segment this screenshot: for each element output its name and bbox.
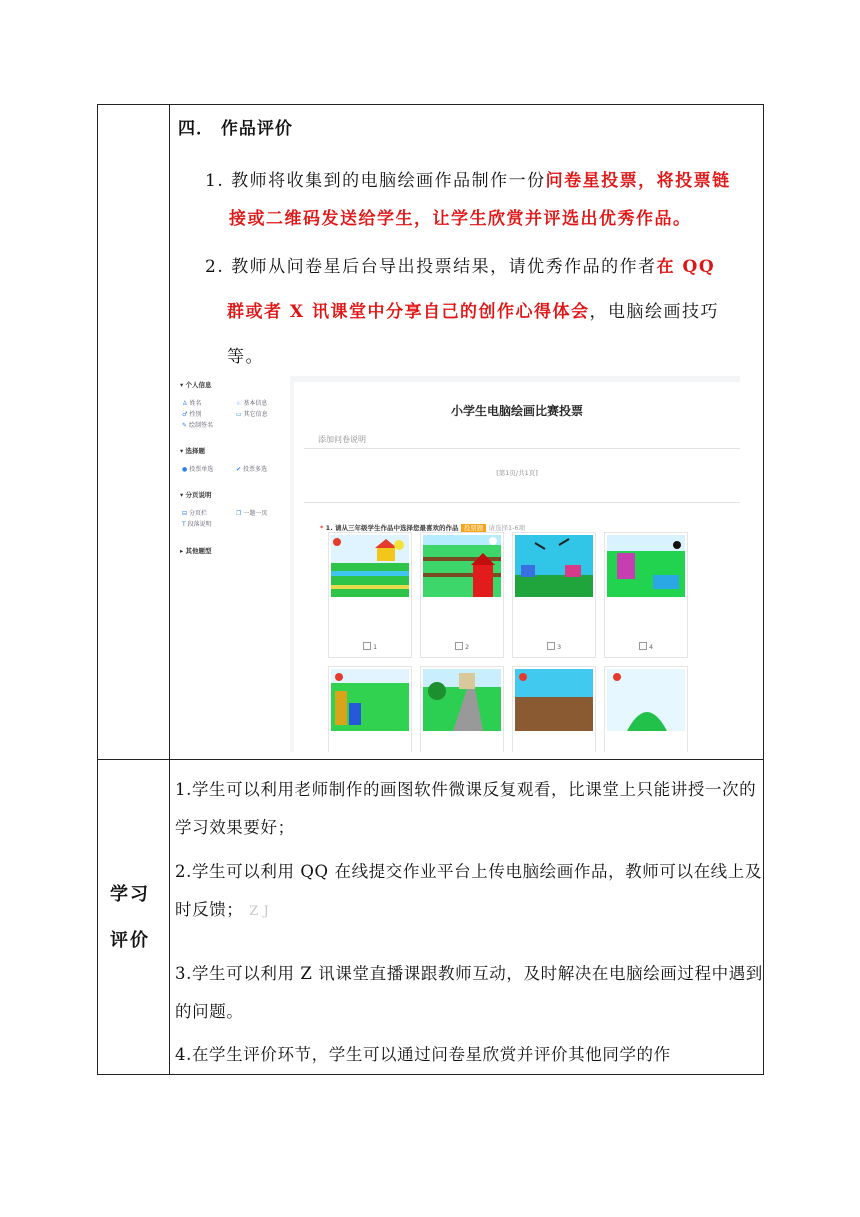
artwork-image [515, 535, 593, 597]
p1-highlight-b: 接或二维码发送给学生，让学生欣赏并评选出优秀作品。 [229, 209, 692, 229]
question-text: 请从三年级学生作品中选择您最喜欢的作品 [334, 524, 459, 532]
vote-option-card[interactable] [604, 666, 688, 752]
option-checkbox[interactable]: 4 [639, 642, 653, 651]
survey-editor [294, 382, 740, 752]
text-icon: T [182, 521, 186, 528]
p2-highlight-b: 群或者 X 讯课堂中分享自己的创作心得体会 [227, 302, 590, 322]
sidebar-item-one-per-page[interactable]: ❐ 一题一页 [236, 510, 268, 517]
eval-label-2: 评价 [110, 930, 150, 951]
artwork-image [331, 535, 409, 597]
artwork-image [331, 669, 409, 731]
eval-label-1: 学习 [110, 884, 150, 905]
p2-end-a: ，电脑绘画技巧 [589, 302, 720, 322]
survey-screenshot [176, 376, 740, 752]
vote-option-card[interactable] [328, 666, 412, 752]
sidebar-section-page[interactable]: ▾ 分页说明 [180, 491, 212, 499]
sidebar-item-vote-single[interactable]: ● 投票单选 [182, 466, 214, 473]
artwork-image [607, 535, 685, 597]
eval-point-2-text: 2.学生可以利用 QQ 在线提交作业平台上传电脑绘画作品，教师可以在线上及时反馈； [175, 862, 762, 919]
option-checkbox[interactable]: 3 [547, 642, 561, 651]
pen-icon: ✎ [182, 422, 188, 429]
artwork-image [607, 669, 685, 731]
p1-highlight-a: 问卷星投票，将投票链 [545, 171, 731, 191]
table-column-divider [169, 104, 170, 1075]
table-row-divider [97, 759, 764, 760]
question-hint: 请选择1-6项 [488, 524, 526, 532]
vote-option-card[interactable] [512, 532, 596, 658]
vote-option-card[interactable] [328, 532, 412, 658]
vote-option-card[interactable] [512, 666, 596, 752]
sidebar-item-name[interactable]: ♙ 姓名 [182, 400, 202, 407]
divider [304, 502, 740, 503]
artwork-image [423, 535, 501, 597]
sidebar-section-other[interactable]: ▸ 其他题型 [180, 547, 212, 555]
radio-icon: ● [182, 466, 188, 473]
people-icon: ♘ [236, 400, 242, 407]
page-break-icon: ⊟ [182, 510, 188, 517]
eval-point-2 [175, 853, 765, 931]
check-icon: ✔ [236, 466, 242, 473]
vote-option-card[interactable] [604, 532, 688, 658]
gender-icon: ♂ [182, 411, 188, 418]
sidebar-item-signature[interactable]: ✎ 绘制签名 [182, 422, 214, 429]
divider [304, 448, 740, 449]
vote-option-card[interactable] [420, 666, 504, 752]
card-icon: ▭ [236, 411, 242, 418]
eval-point-4: 4.在学生评价环节，学生可以通过问卷星欣赏并评价其他同学的作 [175, 1045, 671, 1064]
paragraph-1 [205, 162, 761, 238]
eval-point-2-faint: Z J [249, 904, 270, 919]
vote-badge: 投票题 [461, 524, 487, 532]
p2-start: 2. 教师从问卷星后台导出投票结果，请优秀作品的作者 [205, 257, 657, 277]
option-checkbox[interactable]: 2 [455, 642, 469, 651]
question-number: 1. [325, 524, 333, 532]
copy-icon: ❐ [236, 510, 242, 517]
p1-start: 1. 教师将收集到的电脑绘画作品制作一份 [205, 171, 546, 191]
sidebar-item-paragraph[interactable]: T 段落说明 [182, 521, 212, 528]
vote-option-card[interactable] [420, 532, 504, 658]
survey-sidebar [176, 376, 290, 752]
sidebar-item-page-bar[interactable]: ⊟ 分页栏 [182, 510, 208, 517]
sidebar-item-gender[interactable]: ♂ 性别 [182, 411, 202, 418]
paragraph-2 [205, 245, 761, 380]
p2-line2 [205, 290, 761, 335]
p2-highlight-a: 在 QQ [656, 257, 716, 277]
person-icon: ♙ [182, 400, 188, 407]
option-checkbox[interactable]: 1 [363, 642, 377, 651]
eval-point-1: 1.学生可以利用老师制作的画图软件微课反复观看，比课堂上只能讲授一次的学习效果要好； [175, 780, 757, 837]
eval-point-3: 3.学生可以利用 Z 讯课堂直播课跟教师互动，及时解决在电脑绘画过程中遇到的问题。 [175, 964, 763, 1021]
sidebar-item-basic-info[interactable]: ♘ 基本信息 [236, 400, 268, 407]
sidebar-section-personal[interactable]: ▾ 个人信息 [180, 381, 212, 389]
required-mark: * [320, 524, 324, 532]
add-description-link[interactable]: 添加问卷说明 [318, 435, 366, 444]
survey-title[interactable]: 小学生电脑绘画比赛投票 [450, 404, 583, 418]
question-1[interactable] [320, 523, 525, 532]
sidebar-section-select[interactable]: ▾ 选择题 [180, 447, 206, 455]
artwork-image [515, 669, 593, 731]
artwork-image [423, 669, 501, 731]
sidebar-item-vote-multi[interactable]: ✔ 投票多选 [236, 466, 268, 473]
page-indicator: [第1页/共1页] [496, 469, 538, 477]
section-heading: 四． 作品评价 [178, 119, 293, 139]
p2-end-b: 等。 [227, 347, 264, 367]
sidebar-item-other-info[interactable]: ▭ 其它信息 [236, 411, 268, 418]
